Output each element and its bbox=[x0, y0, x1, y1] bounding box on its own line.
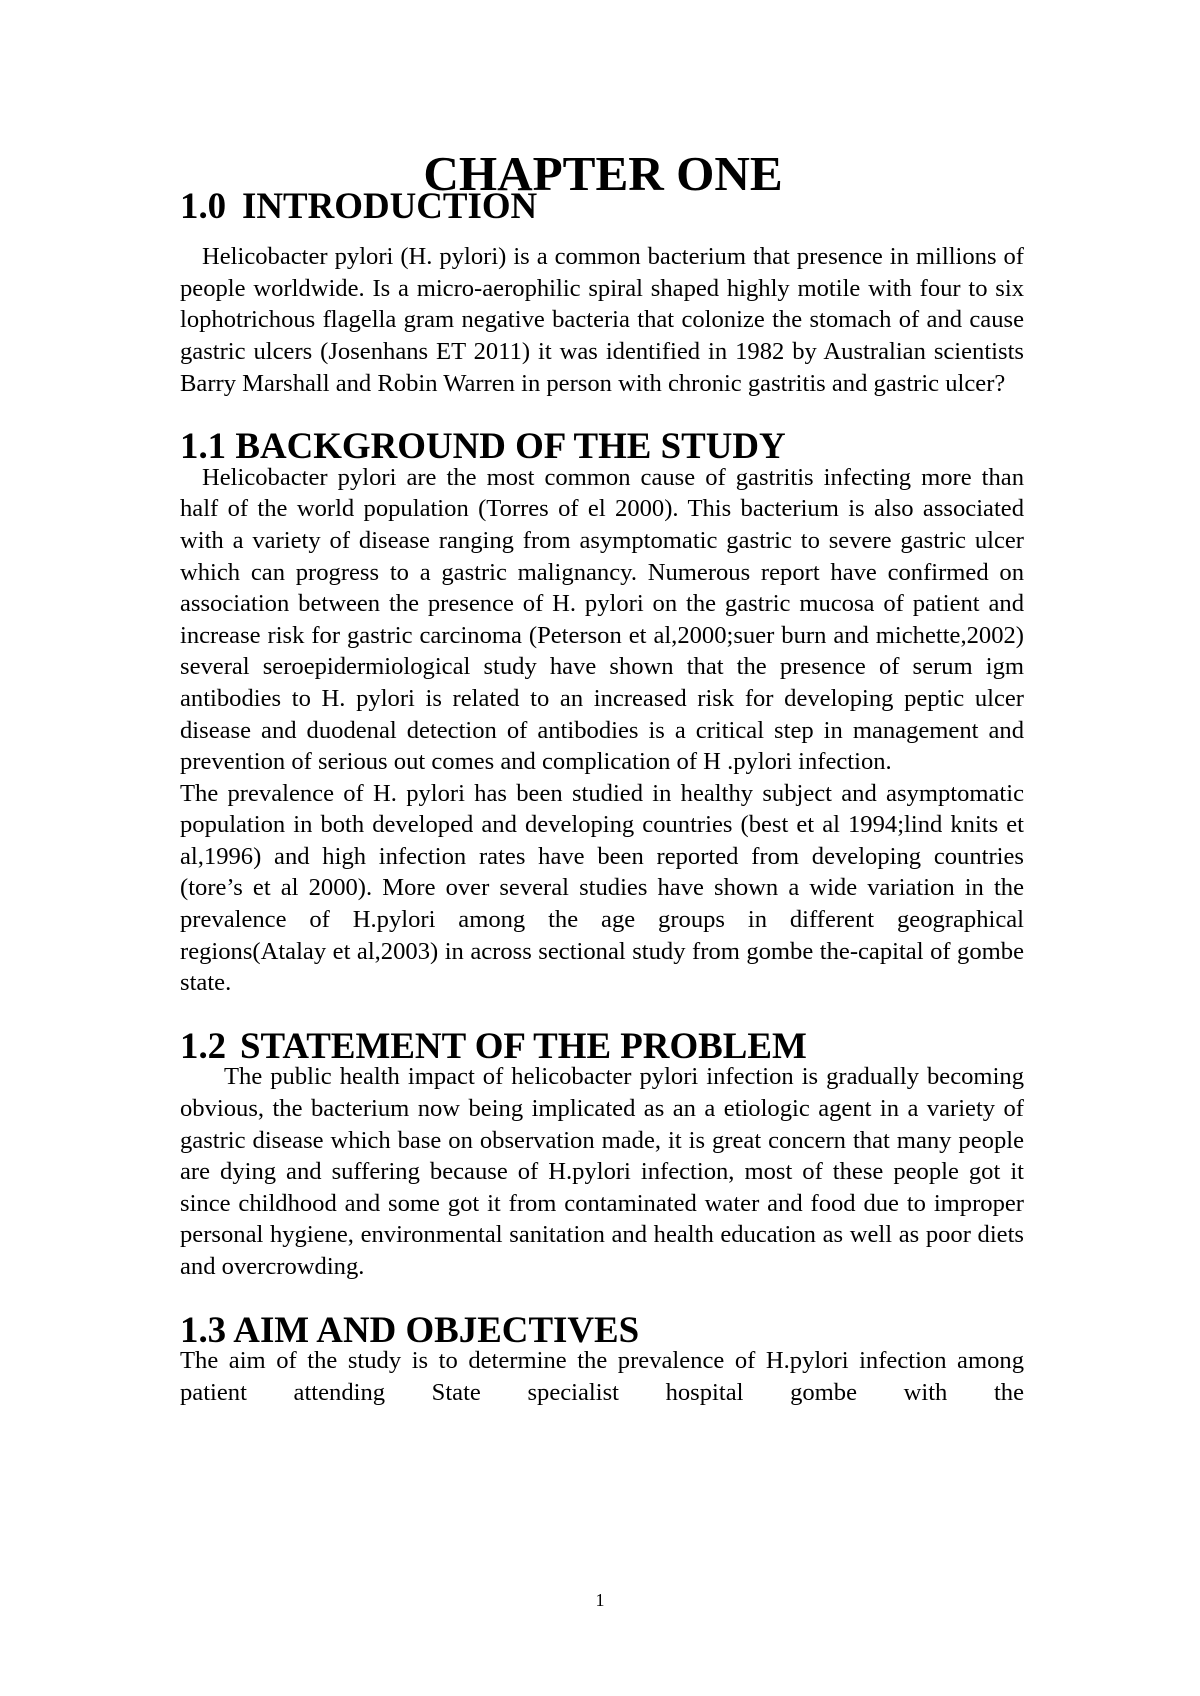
page-content bbox=[180, 146, 1024, 1408]
section-heading-problem bbox=[180, 1024, 1024, 1066]
background-paragraph-2: The prevalence of H. pylori has been studied in healthy subject and asymptomatic population in both developed and developing countries (best et al 1994;lind knits et al,1996) and high infection rates have been reported from developing countries (tore’s et al 2000). More over several studies have shown a wide variation in the prevalence of H.pylori among the age groups in different geographical regions(Atalay et al,2003) in across sectional study from gombe the-capital of gombe state. bbox=[180, 779, 1024, 997]
section-number: 1.0 bbox=[180, 184, 227, 226]
background-paragraph-1: Helicobacter pylori are the most common cause of gastritis infecting more than half of the world population (Torres of el 2000). This bacterium is also associated with a variety of disease ranging from asymptomatic gastric to severe gastric ulcer which can progress to a gastric malignancy. Numerous report have confirmed on association between the presence of H. pylori on the gastric mucosa of patient and increase risk for gastric carcinoma (Peterson et al,2000;suer burn and michette,2002) several seroepidermiological study have shown that the presence of serum igm antibodies to H. pylori is related to an increased risk for developing peptic ulcer disease and duodenal detection of antibodies is a critical step in management and prevention of serious out comes and complication of H .pylori infection. bbox=[180, 463, 1024, 776]
page-number: 1 bbox=[595, 1590, 605, 1610]
introduction-paragraph: Helicobacter pylori (H. pylori) is a common bacterium that presence in millions of people worldwide. Is a micro-aerophilic spiral shaped highly motile with four to six lophotrichous flagella gram negative bacteria that colonize the stomach of and cause gastric ulcers (Josenhans ET 2011) it was identified in 1982 by Australian scientists Barry Marshall and Robin Warren in person with chronic gastritis and gastric ulcer? bbox=[180, 243, 1024, 397]
aims-paragraph: The aim of the study is to determine the prevalence of H.pylori infection among patient attending State specialist hospital gombe with the bbox=[180, 1347, 1024, 1406]
section-title: STATEMENT OF THE PROBLEM bbox=[240, 1024, 807, 1066]
problem-paragraph: The public health impact of helicobacter pylori infection is gradually becoming obvious, the bacterium now being implicated as an a etiologic agent in a variety of gastric disease which base on observation made, it is great concern that many people are dying and suffering because of H.pylori infection, most of these people got it since childhood and some got it from contaminated water and food due to improper personal hygiene, environmental sanitation and health education as well as poor diets and overcrowding. bbox=[180, 1063, 1024, 1280]
section-heading-background: 1.1 BACKGROUND OF THE STUDY bbox=[180, 425, 786, 467]
section-title: INTRODUCTION bbox=[242, 184, 538, 226]
section-number: 1.2 bbox=[180, 1024, 227, 1066]
section-heading-aims: 1.3 AIM AND OBJECTIVES bbox=[180, 1308, 640, 1350]
chapter-title: CHAPTER ONE bbox=[423, 146, 783, 201]
